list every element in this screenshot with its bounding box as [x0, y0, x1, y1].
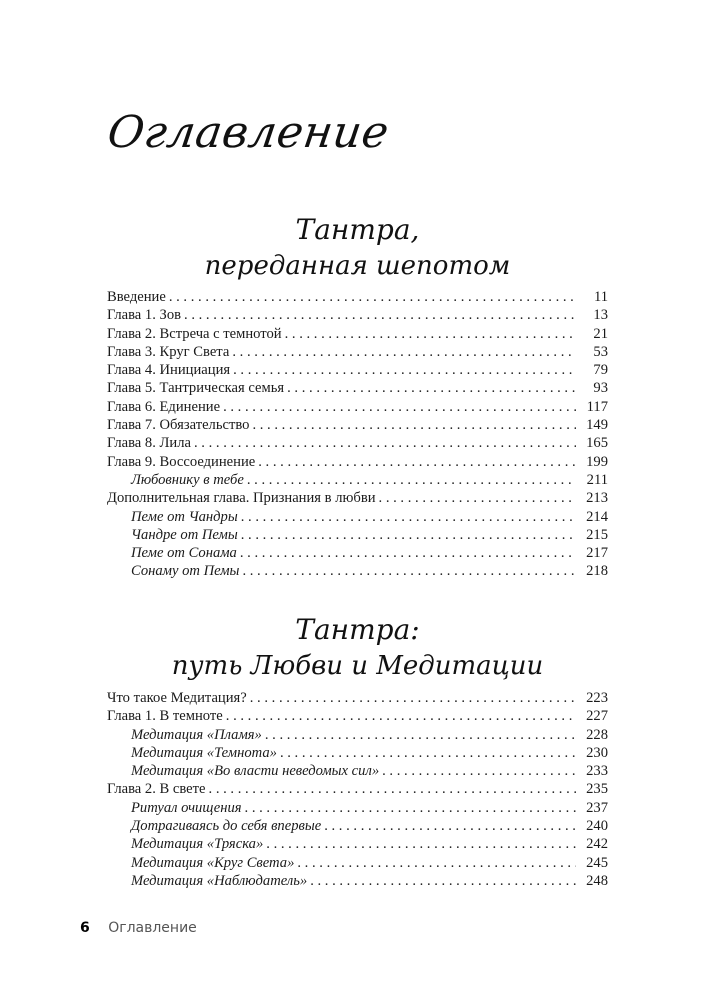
- dot-leader: [297, 854, 576, 872]
- page-footer: [80, 920, 197, 936]
- running-title: Оглавление: [108, 920, 197, 936]
- toc-entry-page: 213: [586, 490, 608, 507]
- toc-entry-title: Медитация «Наблюдатель»: [131, 872, 308, 889]
- toc-entry-page: 237: [586, 799, 608, 816]
- toc-entry-title: Глава 1. В темноте: [107, 708, 223, 725]
- toc-entry[interactable]: [107, 707, 608, 725]
- toc-entry-page: 199: [586, 453, 608, 470]
- toc-entry-title: Глава 9. Воссоединение: [107, 453, 256, 470]
- toc-entry-page: 165: [586, 435, 608, 452]
- toc-entry-title: Медитация «Во власти неведомых сил»: [131, 763, 380, 780]
- toc-entry[interactable]: [107, 325, 608, 343]
- toc-entry[interactable]: [107, 854, 608, 872]
- toc-entry-page: 53: [593, 343, 608, 360]
- dot-leader: [247, 471, 576, 489]
- toc-entry-title: Чандре от Пемы: [131, 526, 238, 543]
- dot-leader: [245, 799, 576, 817]
- toc-entry-title: Глава 2. В свете: [107, 781, 206, 798]
- dot-leader: [240, 544, 576, 562]
- toc-entry-title: Что такое Медитация?: [107, 690, 247, 706]
- toc-entry-title: Глава 3. Круг Света: [107, 343, 230, 360]
- toc-entry-page: 215: [586, 526, 608, 543]
- toc-entry-title: Глава 5. Тантрическая семья: [107, 380, 285, 397]
- toc-entry[interactable]: [107, 689, 608, 707]
- dot-leader: [209, 780, 576, 798]
- toc-entry-title: Дополнительная глава. Признания в любви: [107, 490, 376, 507]
- toc-entry-title: Глава 2. Встреча с темнотой: [107, 325, 282, 342]
- dot-leader: [310, 872, 576, 890]
- toc-entry-page: 11: [593, 289, 608, 305]
- dot-leader: [223, 398, 576, 416]
- toc-entry[interactable]: [107, 726, 608, 744]
- toc-entry-title: Глава 6. Единение: [107, 398, 221, 415]
- toc-entry[interactable]: [107, 288, 608, 306]
- toc-entry-title: Сонаму от Пемы: [131, 563, 240, 580]
- toc-entry-page: 245: [586, 854, 608, 871]
- toc-entry-title: Любовнику в тебе: [131, 471, 244, 488]
- toc-entry-page: 233: [586, 763, 608, 780]
- toc-entry-page: 218: [586, 563, 608, 580]
- toc-entry[interactable]: [107, 780, 608, 798]
- dot-leader: [258, 453, 576, 471]
- toc-entry-page: 228: [586, 726, 608, 743]
- dot-leader: [287, 379, 576, 397]
- toc-entry-title: Медитация «Круг Света»: [131, 854, 295, 871]
- dot-leader: [285, 325, 576, 343]
- toc-entry[interactable]: [107, 872, 608, 890]
- toc-entry-title: Глава 1. Зов: [107, 307, 182, 324]
- toc-entry-page: 223: [586, 690, 608, 706]
- toc-entry-page: 240: [586, 818, 608, 835]
- toc-entry[interactable]: [107, 379, 608, 397]
- toc-entry[interactable]: [107, 835, 608, 853]
- toc-entry[interactable]: [107, 544, 608, 562]
- toc-entry[interactable]: [107, 817, 608, 835]
- toc-entry-title: Медитация «Темнота»: [131, 744, 277, 761]
- dot-leader: [232, 343, 576, 361]
- toc-entry-page: 21: [593, 325, 608, 342]
- toc-section-1: [107, 288, 608, 581]
- toc-entry-page: 79: [593, 362, 608, 379]
- toc-entry-title: Глава 8. Лила: [107, 435, 191, 452]
- section-heading-2: [0, 612, 715, 684]
- toc-entry-title: Введение: [107, 289, 166, 305]
- dot-leader: [379, 489, 576, 507]
- toc-entry-page: 93: [593, 380, 608, 397]
- dot-leader: [250, 689, 576, 707]
- toc-entry-title: Пеме от Сонама: [131, 545, 237, 562]
- toc-entry-title: Пеме от Чандры: [131, 508, 238, 525]
- dot-leader: [241, 526, 576, 544]
- section-heading-line1: Тантра:: [295, 613, 420, 646]
- toc-entry-page: 13: [593, 307, 608, 324]
- dot-leader: [252, 416, 576, 434]
- toc-entry-page: 248: [586, 872, 608, 889]
- toc-entry[interactable]: [107, 526, 608, 544]
- toc-entry-page: 214: [586, 508, 608, 525]
- dot-leader: [280, 744, 576, 762]
- toc-entry-title: Дотрагиваясь до себя впервые: [131, 818, 322, 835]
- toc-entry[interactable]: [107, 453, 608, 471]
- toc-entry-title: Глава 7. Обязательство: [107, 417, 250, 434]
- toc-entry-title: Ритуал очищения: [131, 799, 242, 816]
- toc-entry-page: 230: [586, 744, 608, 761]
- toc-entry-page: 242: [586, 836, 608, 853]
- toc-entry[interactable]: [107, 361, 608, 379]
- toc-entry[interactable]: [107, 398, 608, 416]
- section-heading-line2: переданная шепотом: [204, 251, 511, 281]
- toc-section-2: [107, 689, 608, 890]
- dot-leader: [194, 434, 576, 452]
- toc-entry[interactable]: [107, 508, 608, 526]
- toc-entry[interactable]: [107, 744, 608, 762]
- toc-entry-page: 117: [586, 398, 608, 415]
- section-heading-1: [0, 212, 715, 284]
- toc-entry[interactable]: [107, 562, 608, 580]
- toc-entry[interactable]: [107, 343, 608, 361]
- dot-leader: [184, 306, 576, 324]
- dot-leader: [241, 508, 576, 526]
- toc-entry-page: 211: [586, 471, 608, 488]
- toc-entry[interactable]: [107, 762, 608, 780]
- section-heading-line2: путь Любви и Медитации: [171, 651, 544, 681]
- dot-leader: [242, 562, 576, 580]
- toc-entry-title: Глава 4. Инициация: [107, 362, 231, 379]
- dot-leader: [226, 707, 576, 725]
- dot-leader: [265, 726, 576, 744]
- dot-leader: [169, 288, 576, 306]
- page-number: 6: [80, 920, 90, 936]
- toc-entry[interactable]: [107, 471, 608, 489]
- section-heading-line1: Тантра,: [295, 213, 420, 246]
- toc-entry-page: 227: [586, 708, 608, 725]
- toc-entry[interactable]: [107, 489, 608, 507]
- toc-entry-page: 149: [586, 417, 608, 434]
- toc-entry-title: Медитация «Тряска»: [131, 836, 264, 853]
- toc-entry-page: 217: [586, 545, 608, 562]
- dot-leader: [266, 835, 576, 853]
- dot-leader: [233, 361, 576, 379]
- toc-entry[interactable]: [107, 416, 608, 434]
- page-title: Оглавление: [104, 107, 393, 159]
- dot-leader: [324, 817, 576, 835]
- toc-entry-title: Медитация «Пламя»: [131, 726, 262, 743]
- dot-leader: [382, 762, 576, 780]
- toc-entry[interactable]: [107, 799, 608, 817]
- toc-entry[interactable]: [107, 434, 608, 452]
- toc-entry[interactable]: [107, 306, 608, 324]
- toc-entry-page: 235: [586, 781, 608, 798]
